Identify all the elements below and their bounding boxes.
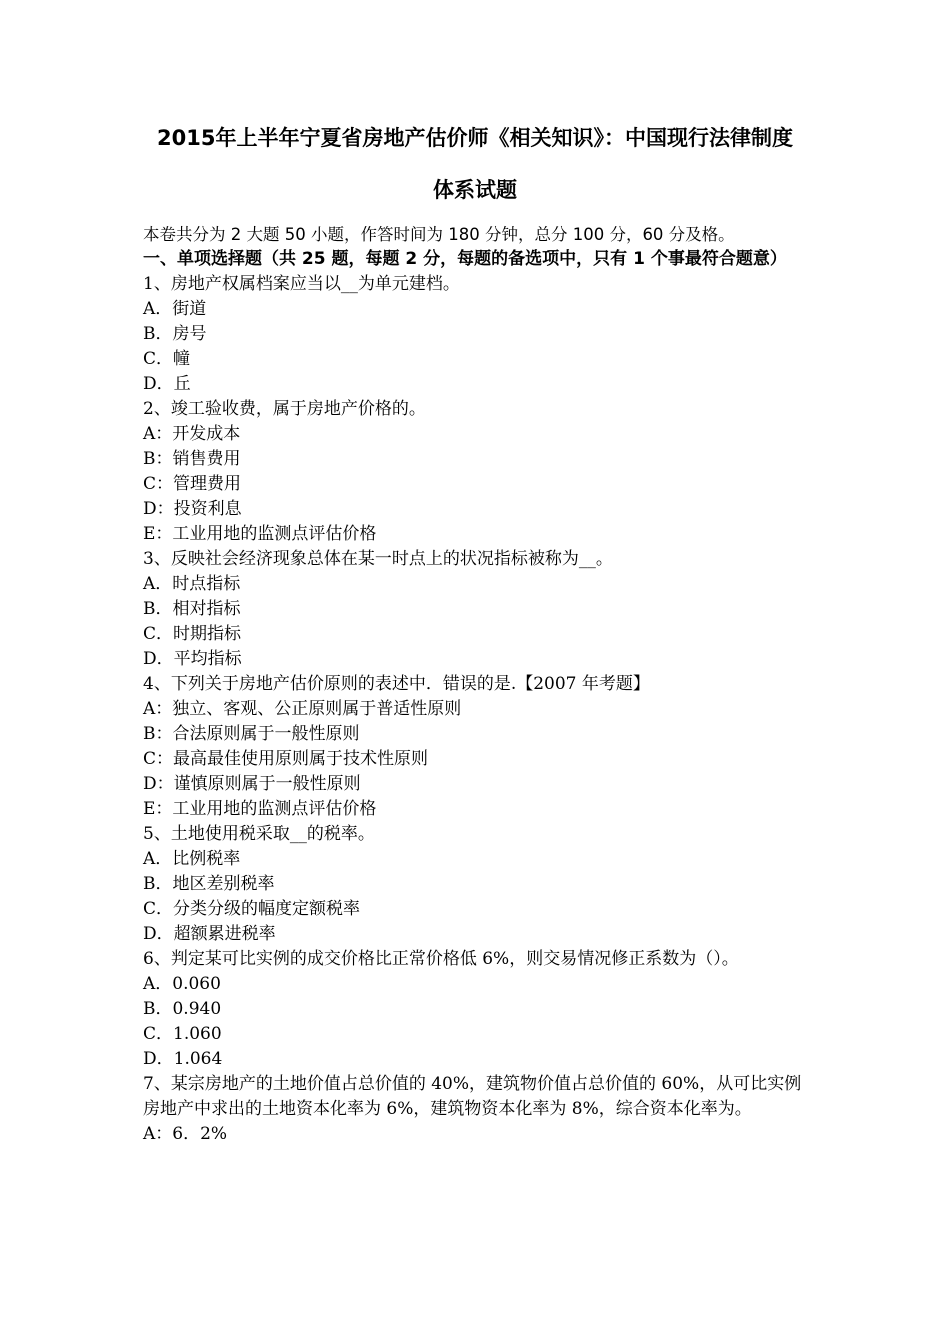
question-stem: 4、下列关于房地产估价原则的表述中．错误的是.【2007 年考题】	[143, 674, 650, 694]
document-title-line-1: 2015年上半年宁夏省房地产估价师《相关知识》：中国现行法律制度	[157, 126, 793, 150]
answer-option: B：销售费用	[143, 449, 241, 469]
document-title-line-2: 体系试题	[433, 178, 517, 202]
question-stem: 3、反映社会经济现象总体在某一时点上的状况指标被称为__。	[143, 549, 613, 569]
question-6	[143, 947, 811, 1072]
answer-option: D．丘	[143, 374, 191, 394]
question-stem: 6、判定某可比实例的成交价格比正常价格低 6%，则交易情况修正系数为（）。	[143, 949, 739, 969]
answer-option: C：管理费用	[143, 474, 242, 494]
section-heading: 一、单项选择题（共 25 题，每题 2 分，每题的备选项中，只有 1 个事最符合题意）	[143, 249, 787, 269]
answer-option: A．时点指标	[143, 574, 241, 594]
question-stem: 5、土地使用税采取__的税率。	[143, 824, 375, 844]
question-7	[143, 1072, 811, 1147]
answer-option: D．平均指标	[143, 649, 242, 669]
answer-option: C．1.060	[143, 1024, 222, 1044]
answer-option: D：谨慎原则属于一般性原则	[143, 774, 361, 794]
answer-option: A．0.060	[143, 974, 221, 994]
question-2	[143, 397, 811, 547]
answer-option: B．地区差别税率	[143, 874, 275, 894]
answer-option: D．1.064	[143, 1049, 223, 1069]
answer-option: A．比例税率	[143, 849, 241, 869]
exam-intro: 本卷共分为 2 大题 50 小题，作答时间为 180 分钟，总分 100 分，60 分及格。	[143, 225, 735, 244]
answer-option: B．0.940	[143, 999, 222, 1019]
question-stem: 1、房地产权属档案应当以__为单元建档。	[143, 274, 460, 294]
answer-option: B：合法原则属于一般性原则	[143, 724, 360, 744]
answer-option: C．分类分级的幅度定额税率	[143, 899, 361, 919]
document-body	[143, 222, 811, 1147]
answer-option: A：独立、客观、公正原则属于普适性原则	[143, 699, 462, 719]
question-4	[143, 672, 811, 822]
question-stem: 2、竣工验收费，属于房地产价格的。	[143, 399, 426, 419]
question-1	[143, 272, 811, 397]
answer-option: D：投资利息	[143, 499, 242, 519]
answer-option: C：最高最佳使用原则属于技术性原则	[143, 749, 429, 769]
question-stem: 7、某宗房地产的土地价值占总价值的 40%，建筑物价值占总价值的 60%，从可比实例房地产中求出的土地资本化率为 6%，建筑物资本化率为 8%，综合资本化率为。	[143, 1074, 802, 1119]
answer-option: E：工业用地的监测点评估价格	[143, 524, 377, 544]
question-3	[143, 547, 811, 672]
answer-option: B．房号	[143, 324, 207, 344]
answer-option: D．超额累进税率	[143, 924, 276, 944]
answer-option: C．幢	[143, 349, 191, 369]
answer-option: A：开发成本	[143, 424, 241, 444]
answer-option: A．街道	[143, 299, 207, 319]
answer-option: B．相对指标	[143, 599, 241, 619]
answer-option: C．时期指标	[143, 624, 242, 644]
answer-option: A：6．2%	[143, 1124, 228, 1144]
answer-option: E：工业用地的监测点评估价格	[143, 799, 377, 819]
question-5	[143, 822, 811, 947]
